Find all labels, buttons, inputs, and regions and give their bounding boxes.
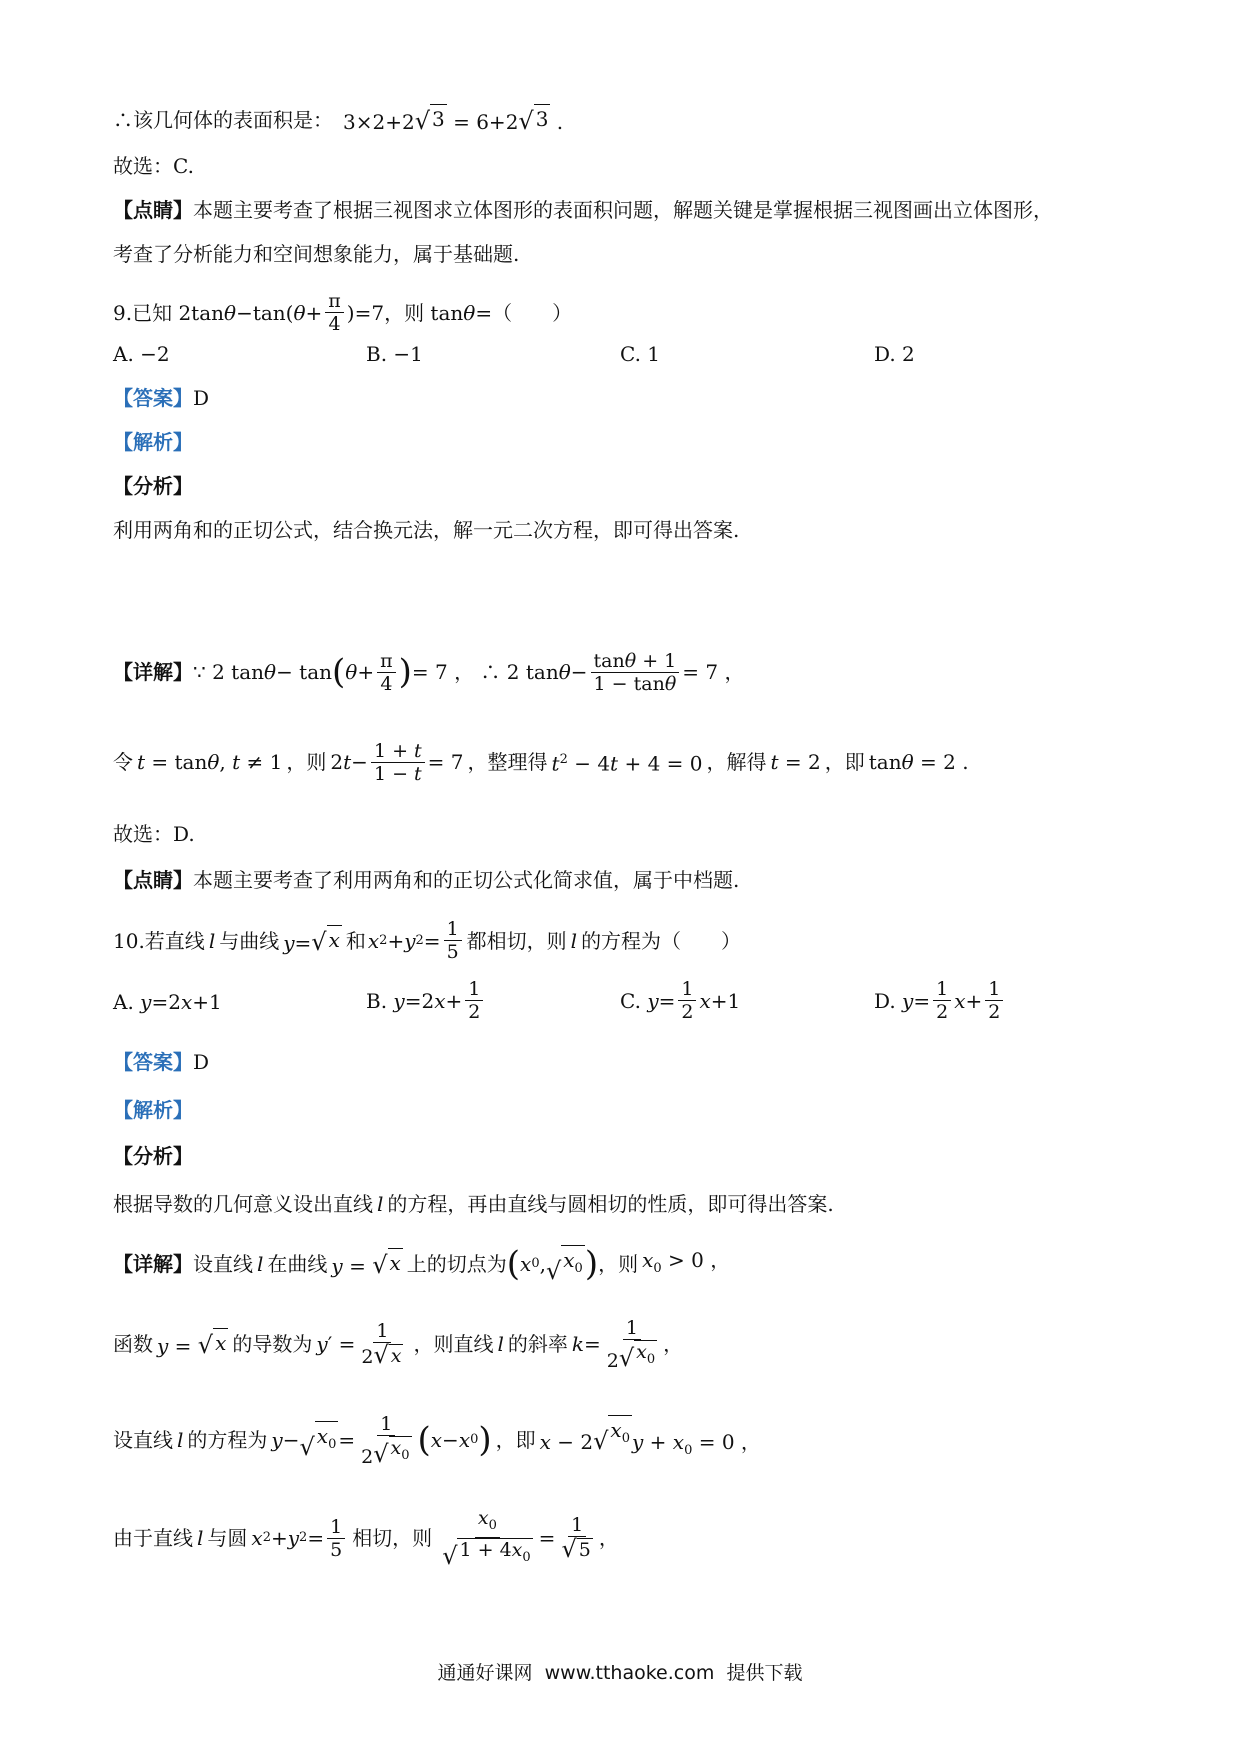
- q10-detail-tag: 【详解】: [113, 1252, 193, 1276]
- note8-line2: 考查了分析能力和空间想象能力，属于基础题.: [113, 242, 520, 266]
- q9-stem: 9.已知 2tan θ −tan( θ + $\frac{\pi}{4}$ )=7，则 tan θ =（ ）: [113, 290, 573, 335]
- page-footer: [0, 1658, 1240, 1685]
- q9-fenxi: 【分析】: [113, 474, 193, 498]
- q10-answer: D: [193, 1050, 210, 1074]
- q10-d2-c: ，则直线: [413, 1332, 494, 1356]
- q9-detail-tag: 【详解】: [113, 660, 193, 684]
- footer-url[interactable]: www.tthaoke.com: [544, 1662, 715, 1684]
- q9-answer: D: [193, 386, 210, 410]
- surface-area-expr: 3×2+2 √ 3 = 6+2 √ 3 .: [343, 104, 563, 136]
- q10-d3-a: 设直线: [113, 1428, 173, 1452]
- q10-option-d-label: D.: [874, 988, 896, 1013]
- q10-fenxi-a: 根据导数的几何意义设出直线: [113, 1192, 373, 1216]
- q10-d1-b: 在曲线: [267, 1252, 328, 1276]
- q9-option-a: A. −2: [113, 342, 170, 366]
- q9-fenxi-text: 利用两角和的正切公式，结合换元法，解一元二次方程，即可得出答案.: [113, 518, 740, 542]
- note8-line1: [113, 196, 1053, 224]
- surface-area-prefix: ∴该几何体的表面积是：: [113, 108, 333, 132]
- q10-option-a: A. y =2 x +1: [113, 990, 222, 1014]
- q10-d1-c: 上的切点为: [406, 1252, 507, 1276]
- q9-detail-line2: 令 t = tanθ, t ≠ 1 ，则 2 t − $\frac{1 + t}{1 - t}$ = 7 ，整理得 $t^2 - 4t + 4 = 0$ ，解得 t = 2 ，即 tanθ = 2 .: [113, 739, 969, 785]
- q9-note-line: [113, 866, 739, 894]
- q10-d4-a: 由于直线: [113, 1526, 193, 1550]
- q9-option-b: B. −1: [366, 342, 423, 366]
- q10-detail-line4: 由于直线 l 与圆 x 2 + y 2 = $\frac{1}{5}$ 相切，则 $x_0$ √ $1 + 4x_0$ = 1 √ 5 ，: [113, 1506, 619, 1571]
- q9-note-tag: 【点睛】: [113, 868, 193, 892]
- q10-stem-a: 10.若直线: [113, 928, 205, 953]
- q10-stem-e: 的方程为（ ）: [581, 928, 742, 953]
- q9-chose: 故选：D.: [113, 822, 195, 846]
- q10-option-b-label: B.: [366, 988, 388, 1013]
- q9-stem-a: 9.已知 2tan: [113, 300, 225, 325]
- note8-tag: 【点睛】: [113, 198, 193, 222]
- q10-stem-c: 和: [345, 928, 366, 953]
- q10-d4-c: 相切，则: [352, 1526, 433, 1550]
- q9-jiexi: 【解析】: [113, 430, 193, 454]
- q10-detail-line3: 设直线 l 的方程为 y − √ $x_0$ = 1 2 √ $x_0$ ( x − x 0 ) ，即 x − 2 √ $x_0$ $y + x_0 = 0$ ，: [113, 1412, 761, 1469]
- q10-d4-b: 与圆: [207, 1526, 248, 1550]
- q10-option-a-label: A.: [113, 990, 134, 1014]
- q9-stem-c: )=7，则 tan: [346, 300, 464, 325]
- q10-detail-line1: 【详解】 设直线 l 在曲线 y = √ x 上的切点为 ( x 0 , √ $x_0$ ) ，则 $x_0 > 0$ ，: [113, 1244, 731, 1285]
- q9-stem-b: −tan(: [236, 300, 294, 325]
- q10-fenxi-b: 的方程，再由直线与圆相切的性质，即可得出答案.: [387, 1192, 834, 1216]
- q10-option-c: C. y = $\frac{1}{2}$ x +1: [620, 978, 741, 1023]
- surface-area-line: [113, 104, 563, 136]
- q10-stem-b: 与曲线: [219, 928, 280, 953]
- q10-answer-tag: 【答案】: [113, 1050, 193, 1074]
- q9-step2-e: ，即: [824, 750, 865, 774]
- q9-option-d: D. 2: [874, 342, 915, 366]
- chose-c-line: 故选：C.: [113, 154, 194, 178]
- note8-text1: 本题主要考查了根据三视图求立体图形的表面积问题，解题关键是掌握根据三视图画出立体图形，: [193, 198, 1053, 222]
- q10-jiexi: 【解析】: [113, 1098, 193, 1122]
- q10-d2-a: 函数: [113, 1332, 153, 1356]
- q10-option-b: B. y =2 x + $\frac{1}{2}$: [366, 978, 486, 1023]
- q10-d2-b: 的导数为: [232, 1332, 313, 1356]
- q10-d2-d: 的斜率: [507, 1332, 568, 1356]
- q9-option-c: C. 1: [620, 342, 661, 366]
- q9-detail-eq1: ∵ 2 tan θ − tan ( θ + $\frac{\pi}{4}$ ) = 7 ， ∴ 2 tan θ − $\frac{\tan\theta + 1}{1 - \tan\theta}$ = 7 ，: [193, 649, 745, 695]
- q9-step2-a: 令: [113, 750, 133, 774]
- q9-note: 本题主要考查了利用两角和的正切公式化简求值，属于中档题.: [193, 868, 740, 892]
- footer-suffix: 提供下载: [726, 1662, 803, 1684]
- q9-step2-b: ，则: [286, 750, 327, 774]
- q10-fenxi-text: 根据导数的几何意义设出直线 l 的方程，再由直线与圆相切的性质，即可得出答案.: [113, 1192, 834, 1216]
- q9-step2-d: ，解得: [706, 750, 767, 774]
- q9-answer-line: [113, 384, 209, 412]
- q10-detail-line2: 函数 y = √ x 的导数为 y ′ = 1 2 √ x ，则直线 l 的斜率 k = 1 2 √ $x_0$ ，: [113, 1316, 684, 1373]
- q9-detail-line1: [113, 648, 744, 696]
- q10-fenxi: 【分析】: [113, 1144, 193, 1168]
- q10-stem-d: 都相切，则: [466, 928, 567, 953]
- q10-d3-b: 的方程为: [187, 1428, 268, 1452]
- q9-answer-tag: 【答案】: [113, 386, 193, 410]
- footer-site: 通通好课网: [437, 1662, 533, 1684]
- q10-option-d: D. y = $\frac{1}{2}$ x + $\frac{1}{2}$: [874, 978, 1006, 1023]
- q10-answer-line: [113, 1048, 209, 1076]
- q10-stem: 10.若直线 l 与曲线 y= √ x 和 x 2 + y 2 = $\frac{1}{5}$ 都相切，则 l 的方程为（ ）: [113, 918, 742, 963]
- q9-stem-d: =（ ）: [475, 300, 573, 325]
- q10-d3-c: ，即: [495, 1428, 536, 1452]
- q10-d1-a: 设直线: [193, 1252, 253, 1276]
- q10-d1-d: ，则: [598, 1252, 639, 1276]
- q10-option-c-label: C.: [620, 988, 641, 1013]
- q9-step2-c: ，整理得: [467, 750, 548, 774]
